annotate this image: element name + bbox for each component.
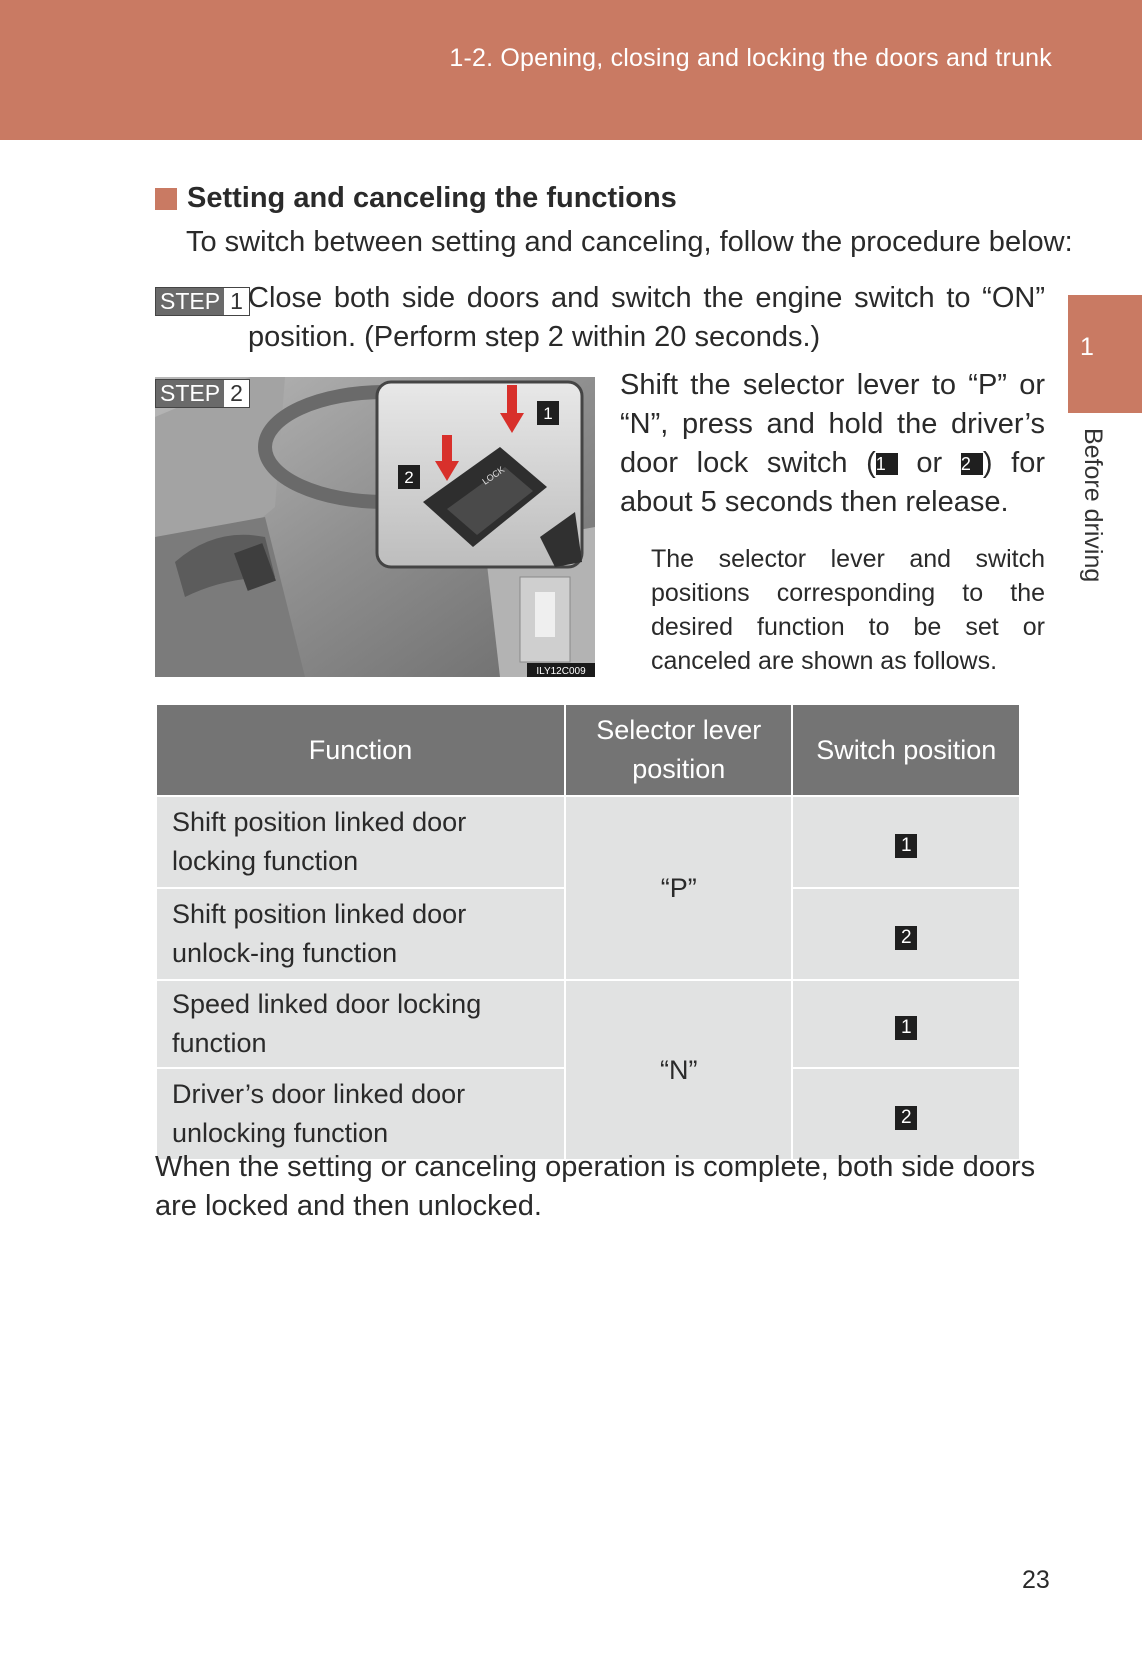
page-header <box>0 0 1142 140</box>
chapter-label: Before driving <box>1079 428 1107 583</box>
table-header-row <box>156 704 1020 796</box>
step-number: 2 <box>224 380 249 407</box>
header-selector <box>565 704 793 796</box>
step-word: STEP <box>156 288 224 315</box>
step-1-badge <box>155 287 250 316</box>
door-lock-switch-figure <box>155 377 595 677</box>
function-name: Speed linked door locking function <box>156 980 565 1068</box>
switch-badge: 1 <box>895 1016 917 1040</box>
callout-2: 2 <box>404 468 414 487</box>
header-selector-line1: Selector lever <box>596 715 762 745</box>
selector-value-p: “P” <box>565 796 793 980</box>
function-name: Shift position linked door locking function <box>156 796 565 888</box>
chapter-number: 1 <box>1080 333 1094 361</box>
switch-2-badge: 2 <box>961 453 983 475</box>
header-title: 1-2. Opening, closing and locking the doors and trunk <box>449 44 1052 72</box>
step-2-text-before: Shift the selector lever to “P” or “N”, press and hold the driver’s door lock switch ( <box>620 369 1045 479</box>
switch-badge: 2 <box>895 1106 917 1130</box>
step-2-badge <box>155 379 250 408</box>
function-name: Driver’s door linked door unlocking function <box>156 1068 565 1160</box>
step-number: 1 <box>224 288 249 315</box>
step-1-text: Close both side doors and switch the engine switch to “ON” position. (Perform step 2 within 20 seconds.) <box>248 282 1045 353</box>
callout-1: 1 <box>543 404 553 423</box>
step-word: STEP <box>156 380 224 407</box>
switch-badge: 1 <box>895 834 917 858</box>
section-heading-text: Setting and canceling the functions <box>187 182 677 214</box>
table-row <box>156 796 1020 888</box>
image-code: ILY12C009 <box>536 666 586 677</box>
switch-cell <box>792 888 1020 980</box>
switch-badge: 2 <box>895 926 917 950</box>
step-2-text-after: ) for about 5 seconds then release. <box>620 447 1046 518</box>
header-selector-line2: position <box>632 754 726 784</box>
header-function: Function <box>156 704 565 796</box>
door-switch-illustration <box>155 377 595 677</box>
section-intro: To switch between setting and canceling, follow the procedure below: <box>186 226 1073 258</box>
step-2-text <box>620 366 1045 522</box>
chapter-tab[interactable] <box>1068 295 1142 413</box>
header-switch: Switch position <box>792 704 1020 796</box>
step-2-note: The selector lever and switch positions corresponding to the desired function to be set or canceled are shown as follows. <box>651 545 1045 675</box>
selector-value-n: “N” <box>565 980 793 1160</box>
switch-cell <box>792 980 1020 1068</box>
section-marker-icon <box>155 188 177 210</box>
switch-1-badge: 1 <box>876 453 898 475</box>
lock-label: LOCK <box>480 464 507 487</box>
switch-cell <box>792 1068 1020 1160</box>
function-table <box>155 703 1021 1161</box>
section-heading <box>155 182 677 215</box>
switch-cell <box>792 796 1020 888</box>
step-2-text-mid: or <box>897 447 961 479</box>
page-number: 23 <box>1022 1566 1050 1594</box>
function-name: Shift position linked door unlock-ing function <box>156 888 565 980</box>
closing-paragraph: When the setting or canceling operation is complete, both side doors are locked and then unlocked. <box>155 1151 1036 1222</box>
table-row <box>156 980 1020 1068</box>
